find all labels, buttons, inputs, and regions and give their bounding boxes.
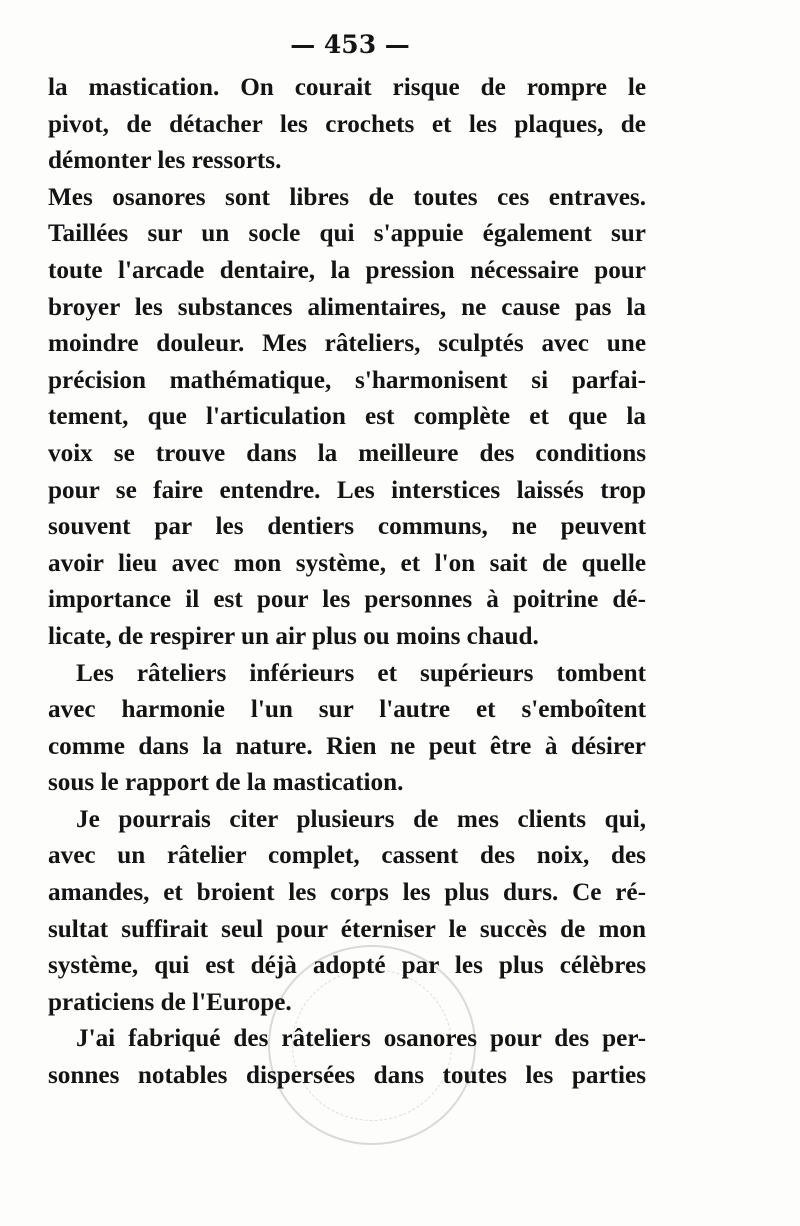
paragraph-1 — [48, 70, 646, 180]
paragraph-4 — [48, 802, 646, 1022]
text-line: précision mathématique, s'harmonisent si parfai- — [48, 366, 646, 394]
text-line: licate, de respirer un air plus ou moins chaud. — [48, 622, 539, 650]
paragraph-5 — [48, 1021, 646, 1094]
text-line: amandes, et broient les corps les plus durs. Ce ré- — [48, 879, 646, 907]
text-line: comme dans la nature. Rien ne peut être à désirer — [48, 732, 646, 760]
text-line: pour se faire entendre. Les interstices laissés trop — [48, 476, 646, 504]
text-line: système, qui est déjà adopté par les plus célèbres — [48, 952, 646, 980]
text-line: avec un râtelier complet, cassent des noix, des — [48, 842, 646, 870]
text-line: broyer les substances alimentaires, ne cause pas la — [48, 293, 646, 321]
text-line: Taillées sur un socle qui s'appuie également sur — [48, 220, 646, 248]
text-line: avoir lieu avec mon système, et l'on sait de quelle — [48, 549, 646, 577]
text-line: voix se trouve dans la meilleure des conditions — [48, 439, 646, 467]
text-line: tement, que l'articulation est complète et que la — [48, 403, 646, 431]
paragraph-3 — [48, 656, 646, 802]
body-text — [48, 70, 646, 1095]
text-line: sultat suffirait seul pour éterniser le succès de mon — [48, 915, 646, 943]
text-line: sonnes notables dispersées dans toutes les parties — [48, 1062, 646, 1090]
paragraph-2 — [48, 180, 646, 656]
text-line: pivot, de détacher les crochets et les plaques, de — [48, 110, 646, 138]
text-line: Mes osanores sont libres de toutes ces entraves. — [48, 183, 646, 211]
text-line: avec harmonie l'un sur l'autre et s'emboîtent — [48, 696, 646, 724]
text-line: moindre douleur. Mes râteliers, sculptés avec une — [48, 330, 646, 358]
text-line: Les râteliers inférieurs et supérieurs tombent — [76, 659, 646, 687]
page-number: — 453 — — [290, 30, 410, 59]
text-line: démonter les ressorts. — [48, 147, 282, 175]
text-line: Je pourrais citer plusieurs de mes clients qui, — [76, 805, 646, 833]
text-line: souvent par les dentiers communs, ne peuvent — [48, 513, 646, 541]
text-line: importance il est pour les personnes à poitrine dé- — [48, 586, 646, 614]
text-line: la mastication. On courait risque de rompre le — [48, 74, 646, 101]
text-line: J'ai fabriqué des râteliers osanores pour des per- — [76, 1025, 646, 1053]
text-line: sous le rapport de la mastication. — [48, 769, 404, 797]
text-line: toute l'arcade dentaire, la pression nécessaire pour — [48, 256, 646, 284]
text-line: praticiens de l'Europe. — [48, 988, 292, 1016]
